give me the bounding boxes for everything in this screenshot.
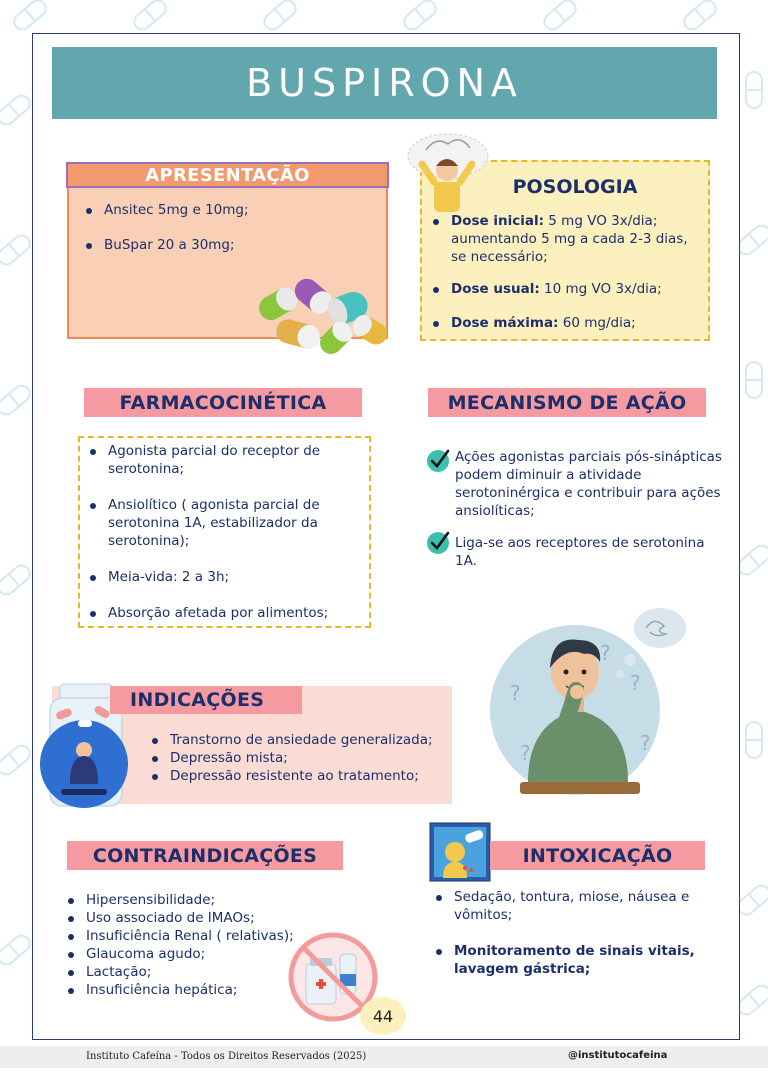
farmacocinetica-heading-text: FARMACOCINÉTICA: [119, 391, 327, 414]
poisoned-person-icon: [429, 822, 491, 882]
stressed-person-icon: [404, 130, 490, 216]
mecanismo-item: [426, 534, 726, 570]
list-item: [433, 314, 703, 332]
list-item: Transtorno de ansiedade generalizada;: [152, 731, 452, 749]
list-item: Sedação, tontura, miose, náusea e vômitos;: [436, 888, 706, 924]
list-item: Hipersensibilidade;: [68, 891, 328, 909]
list-item: BuSpar 20 a 30mg;: [86, 236, 366, 254]
mecanismo-item-text: Liga-se aos receptores de serotonina 1A.: [455, 535, 705, 569]
dose-maxima-value: 60 mg/dia;: [558, 315, 636, 331]
farmacocinetica-list: [90, 442, 360, 622]
svg-text:?: ?: [510, 681, 521, 705]
list-item: Lactação;: [68, 963, 328, 981]
list-item: Depressão mista;: [152, 749, 452, 767]
page-title: BUSPIRONA: [246, 61, 523, 105]
check-icon: [426, 530, 450, 554]
intoxicacao-heading-text: INTOXICAÇÃO: [522, 844, 673, 867]
apresentacao-list: [86, 201, 366, 254]
mecanismo-item-text: Ações agonistas parciais pós-sinápticas podem diminuir a atividade serotoninérgica e contribuir para ações ansiolíticas;: [455, 449, 722, 519]
list-item: Absorção afetada por alimentos;: [90, 604, 360, 622]
posologia-heading-text: POSOLOGIA: [512, 176, 638, 198]
list-item: Depressão resistente ao tratamento;: [152, 767, 452, 785]
page-number: 44: [372, 1006, 394, 1026]
indicacoes-list: [152, 731, 452, 785]
list-item: Uso associado de IMAOs;: [68, 909, 328, 927]
list-item: Insuficiência hepática;: [68, 981, 328, 999]
dose-inicial-label: Dose inicial:: [451, 213, 545, 229]
posologia-list: [433, 212, 703, 332]
footer-copyright: Instituto Cafeína - Todos os Direitos Reservados (2025): [86, 1051, 367, 1062]
svg-text:?: ?: [630, 671, 641, 695]
mecanismo-heading-text: MECANISMO DE AÇÃO: [447, 391, 687, 414]
intoxicacao-list: [436, 888, 706, 978]
title-banner: [52, 47, 717, 119]
list-item: Monitoramento de sinais vitais, lavagem gástrica;: [436, 942, 706, 978]
dose-inicial-value: 5 mg VO 3x/dia; aumentando 5 mg a cada 2-3 dias, se necessário;: [451, 213, 688, 265]
contraindicacoes-heading-text: CONTRAINDICAÇÕES: [92, 844, 318, 867]
indicacoes-heading-text: INDICAÇÕES: [130, 689, 265, 711]
indicacoes-heading: [110, 686, 302, 714]
list-item: Insuficiência Renal ( relativas);: [68, 927, 328, 945]
list-item: Meia-vida: 2 a 3h;: [90, 568, 360, 586]
farmacocinetica-heading: [84, 388, 362, 417]
apresentacao-heading-text: APRESENTAÇÃO: [145, 164, 310, 186]
anxious-man-illustration: [480, 600, 690, 810]
list-item: [433, 212, 703, 266]
list-item: Ansitec 5mg e 10mg;: [86, 201, 366, 219]
footer-handle: @institutocafeina: [568, 1050, 668, 1061]
posologia-heading: [500, 176, 650, 198]
mecanismo-list: [426, 448, 726, 570]
check-icon: [426, 448, 450, 472]
mecanismo-heading: [428, 388, 706, 417]
list-item: [433, 280, 703, 298]
mecanismo-item: [426, 448, 726, 520]
list-item: Agonista parcial do receptor de serotonina;: [90, 442, 360, 478]
page-number-badge: [360, 997, 406, 1035]
svg-text:?: ?: [520, 741, 531, 765]
svg-text:?: ?: [640, 731, 651, 755]
list-item: Ansiolítico ( agonista parcial de serotonina 1A, estabilizador da serotonina);: [90, 496, 360, 550]
pills-illustration: [258, 278, 390, 354]
svg-text:?: ?: [600, 641, 611, 665]
apresentacao-heading: [66, 162, 389, 188]
contraindicacoes-heading: [67, 841, 343, 870]
list-item: Glaucoma agudo;: [68, 945, 328, 963]
dose-usual-value: 10 mg VO 3x/dia;: [539, 281, 662, 297]
dose-maxima-label: Dose máxima:: [451, 315, 559, 331]
dose-usual-label: Dose usual:: [451, 281, 540, 297]
intoxicacao-heading: [490, 841, 705, 870]
